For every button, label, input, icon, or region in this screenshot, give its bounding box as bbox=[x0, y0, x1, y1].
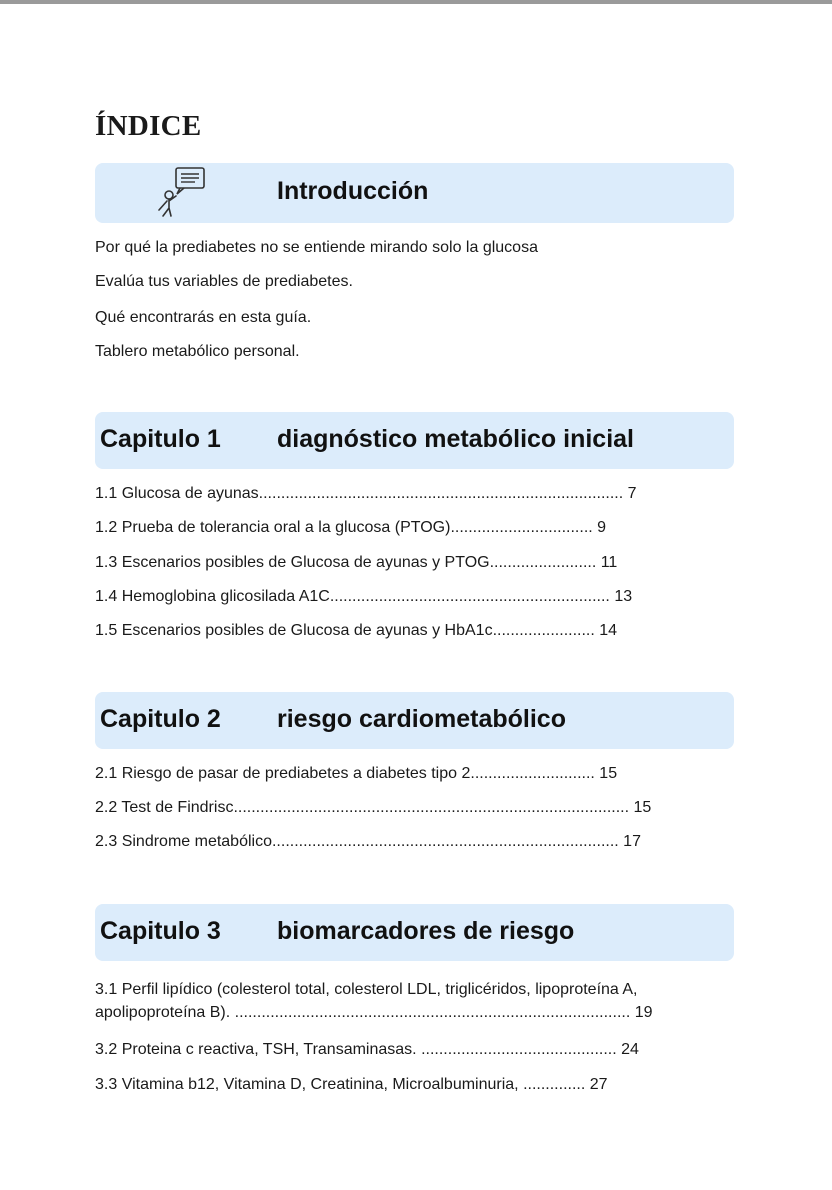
toc-entry[interactable]: 1.4 Hemoglobina glicosilada A1C............................................................... 13 bbox=[95, 588, 633, 605]
intro-item[interactable]: Evalúa tus variables de prediabetes. bbox=[95, 273, 353, 290]
toc-entry[interactable]: 1.2 Prueba de tolerancia oral a la glucosa (PTOG)................................ 9 bbox=[95, 519, 607, 536]
chapter-3-header bbox=[95, 904, 734, 961]
chapter-2-title: riesgo cardiometabólico bbox=[277, 705, 566, 733]
chapter-1-title: diagnóstico metabólico inicial bbox=[277, 425, 635, 453]
intro-item[interactable]: Tablero metabólico personal. bbox=[95, 343, 300, 360]
toc-entry[interactable]: 3.2 Proteina c reactiva, TSH, Transaminasas. ............................................ 24 bbox=[95, 1041, 639, 1058]
toc-entry[interactable]: 2.3 Sindrome metabólico.............................................................................. 17 bbox=[95, 833, 641, 850]
toc-entry[interactable]: 2.1 Riesgo de pasar de prediabetes a diabetes tipo 2............................ 15 bbox=[95, 765, 618, 782]
toc-entry[interactable]: 3.3 Vitamina b12, Vitamina D, Creatinina, Microalbuminuria, .............. 27 bbox=[95, 1076, 608, 1093]
chapter-1-header bbox=[95, 412, 734, 469]
chapter-2-header bbox=[95, 692, 734, 749]
intro-item[interactable]: Qué encontrarás en esta guía. bbox=[95, 309, 312, 326]
chapter-3-title: biomarcadores de riesgo bbox=[277, 917, 575, 945]
intro-item[interactable]: Por qué la prediabetes no se entiende mirando solo la glucosa bbox=[95, 239, 538, 256]
toc-entry[interactable]: 2.2 Test de Findrisc......................................................................................... 15 bbox=[95, 799, 652, 816]
toc-entry[interactable]: 1.1 Glucosa de ayunas.................................................................................. 7 bbox=[95, 485, 637, 502]
toc-entry[interactable]: 3.1 Perfil lipídico (colesterol total, colesterol LDL, triglicéridos, lipoproteína A, apolipoproteína B). ......................................................................................... 19 bbox=[95, 981, 653, 1021]
chapter-3-number: Capitulo 3 bbox=[100, 917, 221, 945]
toc-entry[interactable]: 1.5 Escenarios posibles de Glucosa de ayunas y HbA1c....................... 14 bbox=[95, 622, 618, 639]
toc-entry[interactable]: 1.3 Escenarios posibles de Glucosa de ayunas y PTOG........................ 11 bbox=[95, 554, 618, 571]
chapter-2-number: Capitulo 2 bbox=[100, 705, 221, 733]
page-title: ÍNDICE bbox=[95, 110, 202, 142]
chapter-1-number: Capitulo 1 bbox=[100, 425, 221, 453]
top-border-rule bbox=[0, 0, 832, 4]
intro-heading: Introducción bbox=[277, 177, 429, 205]
presenter-speech-bubble-icon bbox=[153, 166, 207, 218]
